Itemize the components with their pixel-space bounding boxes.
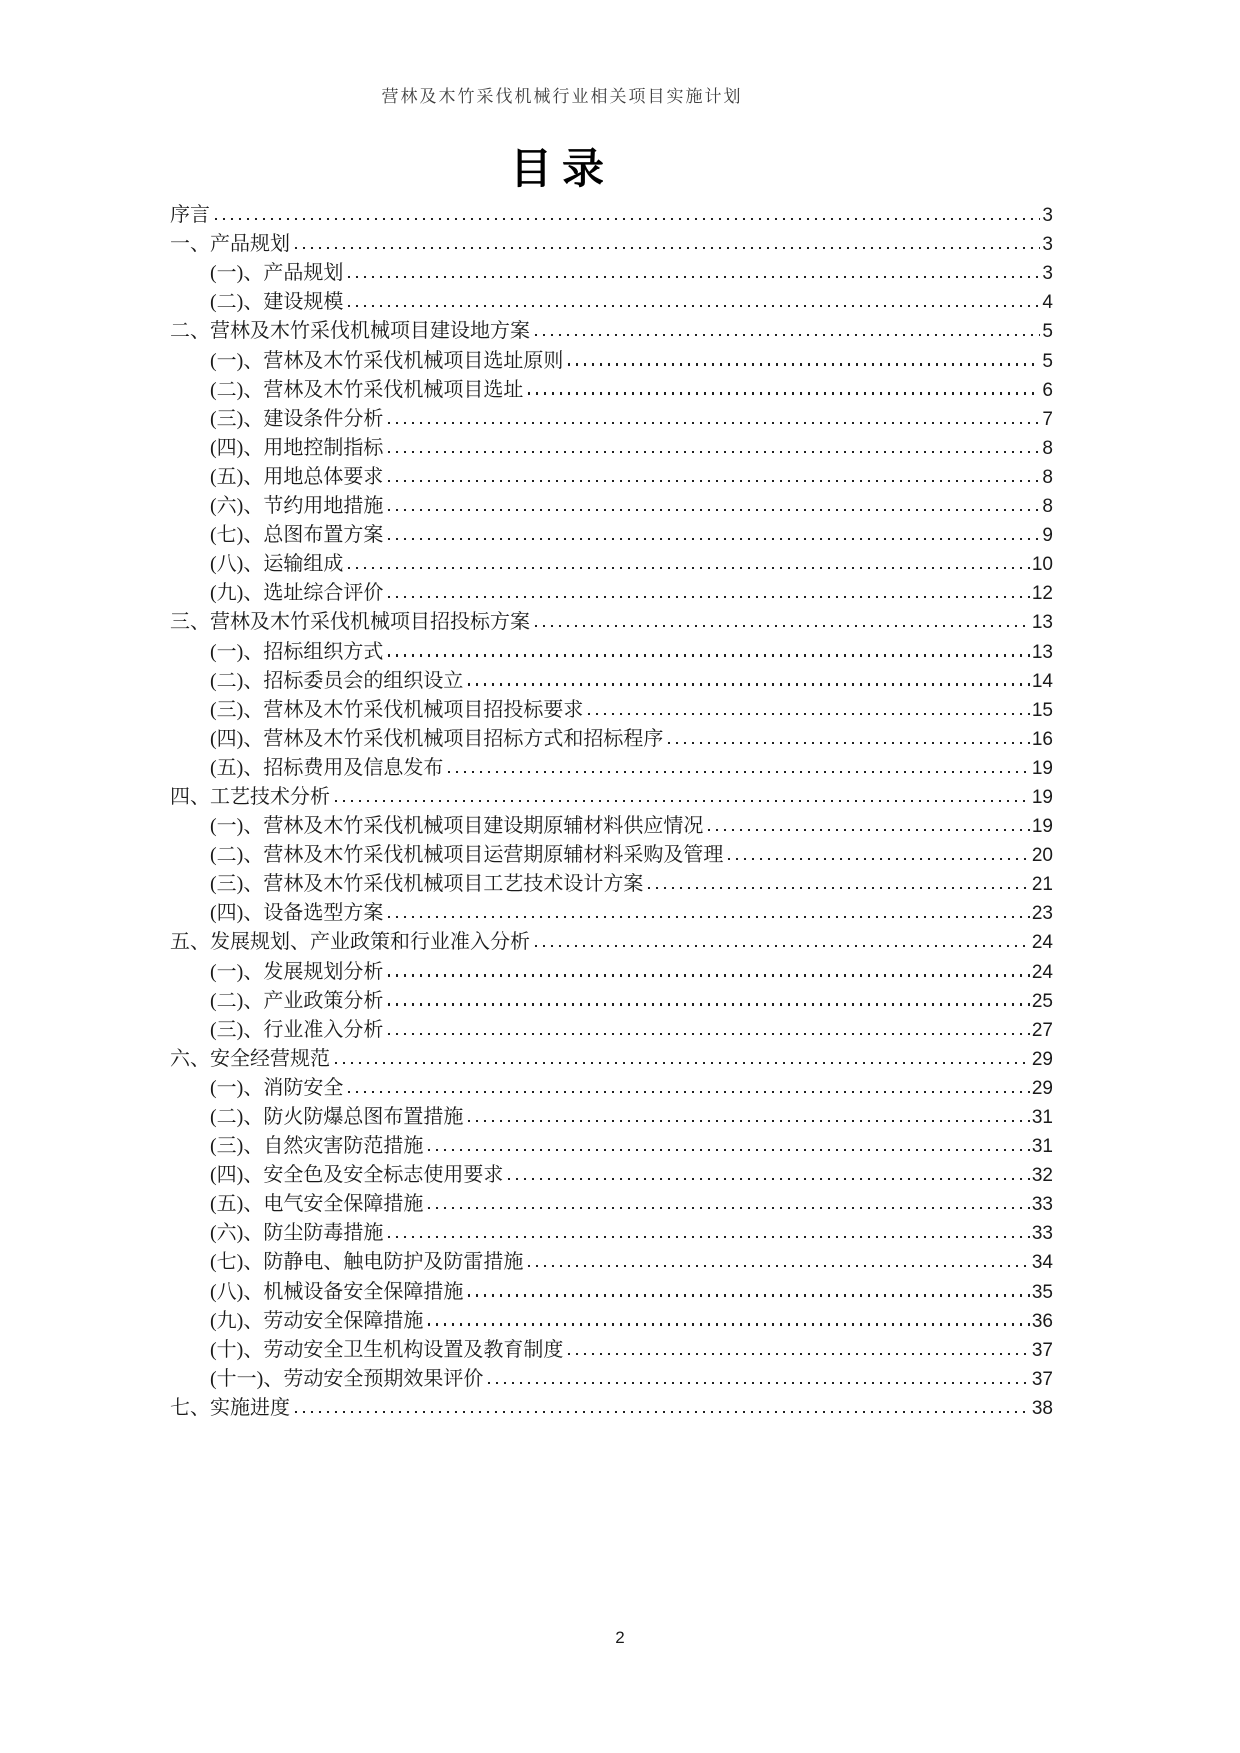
toc-entry-page: 31 [1031,1107,1053,1128]
dot-leader [428,1149,1030,1151]
toc-entry-label: (二)、产业政策分析 [210,989,384,1012]
toc-entry[interactable] [170,578,1053,607]
toc-entry-label: 七、实施进度 [170,1396,290,1419]
toc-entry[interactable] [170,1218,1053,1247]
toc-entry-page: 19 [1031,786,1053,808]
toc-entry[interactable] [170,1393,1053,1422]
dot-leader [535,945,1030,947]
toc-entry-page: 5 [1042,321,1053,343]
toc-entry-page: 32 [1031,1165,1053,1187]
dot-leader [388,1033,1030,1035]
toc-entry-label: (一)、营林及木竹采伐机械项目选址原则 [210,349,564,372]
toc-entry-label: (一)、营林及木竹采伐机械项目建设期原辅材料供应情况 [210,815,704,838]
toc-entry-label: (一)、招标组织方式 [210,640,384,663]
toc-entry[interactable] [170,1306,1053,1335]
toc-entry[interactable] [170,840,1053,869]
toc-entry-label: (二)、营林及木竹采伐机械项目选址 [210,378,524,401]
toc-entry-page: 21 [1031,874,1053,896]
toc-entry-page: 24 [1031,932,1053,954]
dot-leader [348,276,1040,278]
toc-entry[interactable] [170,1364,1053,1393]
dot-leader [388,916,1030,918]
toc-entry[interactable] [170,345,1053,374]
toc-entry-label: 四、工艺技术分析 [170,785,330,808]
toc-entry-label: (八)、运输组成 [210,553,344,576]
toc-entry[interactable] [170,433,1053,462]
toc-entry[interactable] [170,927,1053,956]
toc-entry-page: 27 [1031,1019,1053,1041]
dot-leader [468,1120,1030,1122]
toc-entry-page: 7 [1042,408,1053,430]
toc-entry-label: (五)、电气安全保障措施 [210,1193,424,1216]
dot-leader [348,567,1030,569]
document-header: 营林及木竹采伐机械行业相关项目实施计划 [381,87,743,106]
dot-leader [388,509,1040,511]
toc-entry[interactable] [170,753,1053,782]
toc-entry-page: 8 [1042,466,1053,488]
toc-entry-page: 37 [1031,1368,1053,1390]
dot-leader [448,771,1030,773]
toc-entry-label: (三)、自然灾害防范措施 [210,1135,424,1158]
toc-entry-page: 4 [1042,292,1053,314]
dot-leader [388,480,1040,482]
dot-leader [568,363,1040,365]
dot-leader [468,683,1030,685]
toc-entry-label: (七)、防静电、触电防护及防雷措施 [210,1251,524,1274]
toc-entry[interactable] [170,1102,1053,1131]
dot-leader [388,451,1040,453]
toc-entry-label: (一)、消防安全 [210,1076,344,1099]
toc-entry[interactable] [170,1073,1053,1102]
dot-leader [388,422,1040,424]
toc-entry[interactable] [170,520,1053,549]
toc-entry[interactable] [170,1189,1053,1218]
toc-entry-page: 31 [1031,1136,1053,1158]
dot-leader [295,1411,1030,1413]
toc-entry[interactable] [170,258,1053,287]
toc-entry-label: (四)、安全色及安全标志使用要求 [210,1164,504,1187]
toc-entry-page: 6 [1042,379,1053,401]
toc-entry-page: 35 [1031,1281,1053,1303]
toc-entry-label: (四)、用地控制指标 [210,436,384,459]
toc-entry-label: (二)、建设规模 [210,291,344,314]
dot-leader [335,800,1030,802]
dot-leader [528,1265,1030,1267]
toc-entry-page: 3 [1042,205,1053,227]
toc-entry-page: 36 [1031,1310,1053,1332]
toc-title: 目录 [509,147,614,193]
toc-entry-label: 二、营林及木竹采伐机械项目建设地方案 [170,320,530,343]
toc-entry-label: (三)、行业准入分析 [210,1018,384,1041]
toc-entry[interactable] [170,666,1053,695]
toc-entry-page: 34 [1031,1252,1053,1274]
toc-entry[interactable] [170,404,1053,433]
dot-leader [588,713,1030,715]
dot-leader [488,1382,1030,1384]
toc-entry-label: (十一)、劳动安全预期效果评价 [210,1367,484,1390]
toc-entry-label: (六)、防尘防毒措施 [210,1222,384,1245]
dot-leader [468,1294,1030,1296]
dot-leader [348,305,1040,307]
dot-leader [728,858,1030,860]
dot-leader [335,1062,1030,1064]
toc-entry-label: (十)、劳动安全卫生机构设置及教育制度 [210,1338,564,1361]
dot-leader [535,334,1040,336]
toc-entry-label: (二)、防火防爆总图布置措施 [210,1106,464,1128]
toc-entry-page: 33 [1031,1194,1053,1216]
dot-leader [508,1178,1030,1180]
toc-entry[interactable] [170,1247,1053,1276]
toc-entry[interactable] [170,1160,1053,1189]
toc-entry-page: 13 [1031,641,1053,663]
toc-entry-page: 19 [1031,816,1053,838]
toc-entry[interactable] [170,200,1053,229]
toc-entry-label: (二)、招标委员会的组织设立 [210,669,464,692]
toc-entry[interactable] [170,1131,1053,1160]
toc-entry[interactable] [170,462,1053,491]
toc-entry[interactable] [170,724,1053,753]
toc-entry-page: 37 [1031,1339,1053,1361]
toc-entry[interactable] [170,491,1053,520]
toc-entry-page: 29 [1031,1077,1053,1099]
toc-entry-page: 13 [1031,612,1053,634]
toc-entry[interactable] [170,1044,1053,1073]
toc-entry-page: 8 [1042,437,1053,459]
toc-entry-label: (一)、发展规划分析 [210,960,384,983]
dot-leader [388,974,1030,976]
toc-entry-page: 38 [1031,1397,1053,1419]
toc-entry-label: (八)、机械设备安全保障措施 [210,1280,464,1303]
toc-entry[interactable] [170,1276,1053,1305]
toc-entry-page: 9 [1042,525,1053,547]
toc-entry-label: 一、产品规划 [170,233,290,256]
toc-entry[interactable] [170,956,1053,985]
dot-leader [535,625,1030,627]
toc-entry-label: (六)、节约用地措施 [210,495,384,518]
table-of-contents [170,200,1053,1422]
dot-leader [388,538,1040,540]
toc-entry-label: (二)、营林及木竹采伐机械项目运营期原辅材料采购及管理 [210,844,724,867]
dot-leader [388,654,1030,656]
toc-entry-label: 五、发展规划、产业政策和行业准入分析 [170,931,530,954]
toc-entry-page: 20 [1031,845,1053,867]
toc-entry-label: (三)、营林及木竹采伐机械项目工艺技术设计方案 [210,873,644,896]
toc-entry-page: 3 [1042,263,1053,285]
toc-entry-page: 19 [1031,757,1053,779]
toc-entry-label: (三)、营林及木竹采伐机械项目招投标要求 [210,698,584,721]
dot-leader [708,829,1030,831]
toc-entry-label: 六、安全经营规范 [170,1047,330,1070]
page-number-footer: 2 [615,1628,625,1647]
toc-entry[interactable] [170,898,1053,927]
toc-entry[interactable] [170,869,1053,898]
toc-entry-label: (五)、用地总体要求 [210,465,384,488]
dot-leader [428,1323,1030,1325]
dot-leader [668,742,1030,744]
toc-entry-label: (九)、选址综合评价 [210,582,384,605]
toc-entry[interactable] [170,229,1053,258]
toc-entry-label: (四)、设备选型方案 [210,902,384,925]
toc-entry-page: 24 [1031,961,1053,983]
toc-entry[interactable] [170,549,1053,578]
toc-entry[interactable] [170,782,1053,811]
toc-entry-page: 25 [1031,990,1053,1012]
dot-leader [428,1207,1030,1209]
dot-leader [348,1091,1030,1093]
toc-entry[interactable] [170,811,1053,840]
toc-entry[interactable] [170,287,1053,316]
dot-leader [215,218,1040,220]
toc-entry[interactable] [170,1015,1053,1044]
toc-entry-page: 14 [1031,670,1053,692]
toc-entry-label: (一)、产品规划 [210,262,344,285]
toc-entry[interactable] [170,607,1053,636]
toc-entry-label: (四)、营林及木竹采伐机械项目招标方式和招标程序 [210,727,664,750]
toc-entry-page: 8 [1042,496,1053,518]
toc-entry-page: 29 [1031,1048,1053,1070]
toc-entry[interactable] [170,316,1053,345]
toc-entry-page: 12 [1031,583,1053,605]
toc-entry-label: (五)、招标费用及信息发布 [210,756,444,779]
toc-entry-page: 15 [1031,699,1053,721]
dot-leader [388,596,1030,598]
toc-entry-label: 序言 [170,204,210,227]
dot-leader [388,1003,1030,1005]
toc-entry-label: 三、营林及木竹采伐机械项目招投标方案 [170,611,530,634]
dot-leader [528,392,1040,394]
toc-entry-page: 16 [1031,728,1053,750]
toc-entry[interactable] [170,375,1053,404]
toc-entry-label: (九)、劳动安全保障措施 [210,1309,424,1332]
toc-entry-page: 5 [1042,350,1053,372]
dot-leader [388,1236,1030,1238]
toc-entry-page: 23 [1031,903,1053,925]
dot-leader [648,887,1030,889]
dot-leader [568,1353,1030,1355]
toc-entry-page: 10 [1031,554,1053,576]
toc-entry-label: (三)、建设条件分析 [210,407,384,430]
dot-leader [295,247,1040,249]
toc-entry[interactable] [170,636,1053,665]
toc-entry-page: 3 [1042,234,1053,256]
toc-entry[interactable] [170,695,1053,724]
toc-entry[interactable] [170,1335,1053,1364]
toc-entry[interactable] [170,986,1053,1015]
toc-entry-page: 33 [1031,1223,1053,1245]
toc-entry-label: (七)、总图布置方案 [210,524,384,547]
